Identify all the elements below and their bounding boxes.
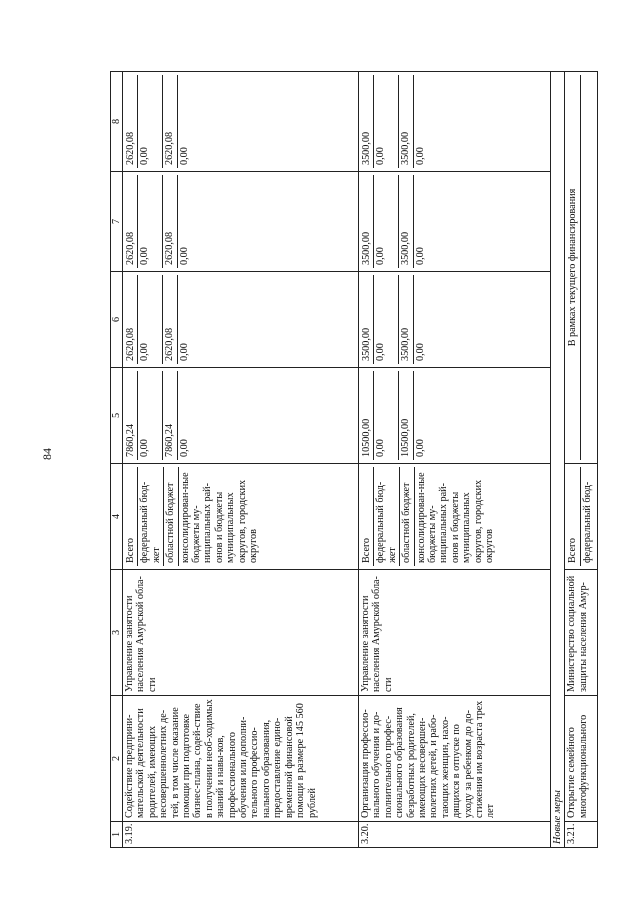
section-label: Новые меры xyxy=(551,72,565,848)
measure-name: Открытие семейного многофункционального xyxy=(565,696,598,822)
value-cell: 0,00 xyxy=(178,147,190,165)
value-cell: 0,00 xyxy=(138,175,163,268)
value-cell: 0,00 xyxy=(374,75,399,168)
funding-sources xyxy=(359,464,551,570)
value-cell: 2620,08 xyxy=(124,175,138,268)
executor: Управление занятости населения Амурской обла-сти xyxy=(123,570,359,696)
section-row xyxy=(551,72,565,848)
table-row xyxy=(123,72,359,848)
column-header: 1 xyxy=(111,822,123,848)
page-number: 84 xyxy=(40,448,54,460)
column-header: 6 xyxy=(111,272,123,368)
value-cell: 0,00 xyxy=(374,275,399,364)
value-cell: 0,00 xyxy=(138,371,163,460)
funding-source: консолидирован-ные бюджеты му-ниципальных рай-онов и бюджеты муниципальных округов, городских округов xyxy=(179,472,260,563)
value-cell: 3500,00 xyxy=(399,175,413,268)
value-cell: 0,00 xyxy=(178,439,190,457)
funding-source: федеральный бюд- xyxy=(581,481,593,563)
funding-source: областной бюджет xyxy=(164,467,178,566)
value-cell: 3500,00 xyxy=(399,75,413,168)
value-cell: 3500,00 xyxy=(360,275,374,364)
values-col-5 xyxy=(123,368,359,464)
rotated-page-content xyxy=(110,72,598,848)
value-cell: 7860,24 xyxy=(124,371,138,460)
executor: Министерство социальной защиты населения Амур- xyxy=(565,570,598,696)
column-header: 7 xyxy=(111,172,123,272)
executor: Управление занятости населения Амурской обла-сти xyxy=(359,570,551,696)
row-number: 3.21. xyxy=(565,822,598,848)
funding-sources xyxy=(123,464,359,570)
table-row xyxy=(359,72,551,848)
measure-name: Содействие предприни-мательской деятельности родителей, имеющих несовершеннолетних де-тей, в том числе оказание помощи при подготовке бизнес-плана, содей-ствие в получении необ-ходимых знаний и навы-ков, профессионального обучения или дополни-тельного профессио-нального образования, предоставление едино-временной финансовой помощи в размере 145 560 рублей xyxy=(123,696,359,822)
value-cell: 0,00 xyxy=(178,247,190,265)
funding-sources xyxy=(565,464,598,570)
value-cell: 0,00 xyxy=(414,147,426,165)
table-row xyxy=(565,72,598,848)
row-number: 3.19. xyxy=(123,822,359,848)
column-header: 4 xyxy=(111,464,123,570)
funding-source: Всего xyxy=(360,467,374,566)
row-number: 3.20. xyxy=(359,822,551,848)
funding-source: консолидирован-ные бюджеты му-ниципальных рай-онов и бюджеты муниципальных округов, городских округов xyxy=(415,472,496,563)
funding-source: федеральный бюд-жет xyxy=(138,467,164,566)
values-col-7 xyxy=(123,172,359,272)
value-cell: 0,00 xyxy=(414,343,426,361)
measure-name: Организация профессио-нального обучения и до-полнительного профес-сионального образования безработных родителей, имеющих несовершен-нолетних детей, и рабо-тающих женщин, нахо-дящихся в отпуске по уходу за ребенком до до-стижения им возраста трех лет xyxy=(359,696,551,822)
value-cell: 0,00 xyxy=(138,75,163,168)
values-col-5 xyxy=(359,368,551,464)
column-header: 3 xyxy=(111,570,123,696)
value-cell: 10500,00 xyxy=(360,371,374,460)
value-cell: 2620,08 xyxy=(163,175,177,268)
header-row xyxy=(111,72,123,848)
values-col-8 xyxy=(123,72,359,172)
value-cell: 3500,00 xyxy=(360,75,374,168)
value-cell: 0,00 xyxy=(414,247,426,265)
values-col-6 xyxy=(123,272,359,368)
value-cell: 2620,08 xyxy=(163,75,177,168)
value-cell: 0,00 xyxy=(374,175,399,268)
funding-source: областной бюджет xyxy=(400,467,414,566)
value-cell: 7860,24 xyxy=(163,371,177,460)
value-cell: 2620,08 xyxy=(124,275,138,364)
values-col-6 xyxy=(359,272,551,368)
value-cell: 0,00 xyxy=(138,275,163,364)
value-cell: 3500,00 xyxy=(360,175,374,268)
value-cell: 0,00 xyxy=(178,343,190,361)
funding-note-blank xyxy=(581,75,594,460)
column-header: 2 xyxy=(111,696,123,822)
funding-source: Всего xyxy=(566,467,580,566)
funding-note-text: В рамках текущего финансирования xyxy=(566,75,580,460)
values-col-8 xyxy=(359,72,551,172)
funding-note xyxy=(565,72,598,464)
value-cell: 2620,08 xyxy=(124,75,138,168)
budget-table xyxy=(110,71,598,848)
funding-source: Всего xyxy=(124,467,138,566)
column-header: 8 xyxy=(111,72,123,172)
value-cell: 3500,00 xyxy=(399,275,413,364)
value-cell: 0,00 xyxy=(414,439,426,457)
values-col-7 xyxy=(359,172,551,272)
value-cell: 2620,08 xyxy=(163,275,177,364)
value-cell: 10500,00 xyxy=(399,371,413,460)
value-cell: 0,00 xyxy=(374,371,399,460)
funding-source: федеральный бюд-жет xyxy=(374,467,400,566)
column-header: 5 xyxy=(111,368,123,464)
